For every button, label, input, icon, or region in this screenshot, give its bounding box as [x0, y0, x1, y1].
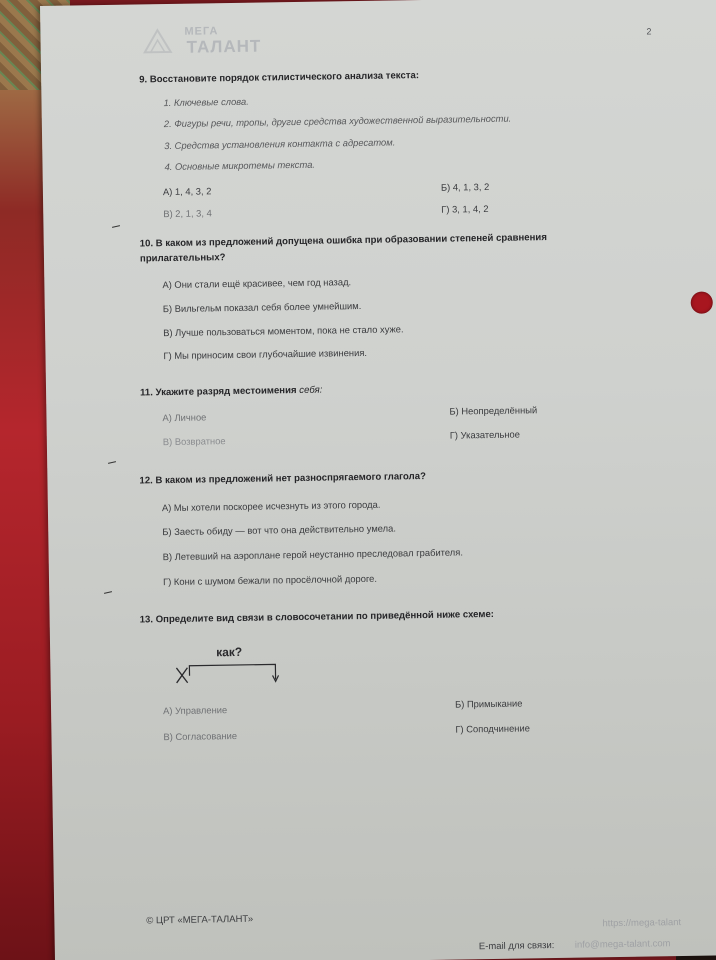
question-13-option-d[interactable]: Г) Соподчинение — [455, 722, 530, 735]
question-12-option-c[interactable]: В) Летевший на аэроплане герой неустанно преследовал грабителя. — [162, 546, 463, 563]
question-9-step-2: 2. Фигуры речи, тропы, другие средства художественной выразительности. — [163, 112, 512, 130]
question-11-option-c[interactable]: В) Возвратное — [162, 435, 226, 448]
question-13-option-c[interactable]: В) Согласование — [163, 729, 238, 743]
question-11-option-a[interactable]: А) Личное — [162, 411, 207, 424]
worksheet-page — [40, 0, 716, 960]
scheme-question-label: как? — [216, 644, 243, 660]
question-9-step-3: 3. Средства установления контакта с адресатом. — [164, 136, 396, 152]
logo-line2: ТАЛАНТ — [186, 36, 262, 57]
punch-hole — [691, 291, 713, 313]
footer-email-label: E-mail для связи: — [478, 940, 555, 953]
question-13-title: 13. Определите вид связи в словосочетании по приведённой ниже схеме: — [139, 608, 495, 626]
question-9-step-4: 4. Основные микротемы текста. — [164, 158, 316, 173]
footer-site-link[interactable]: https://mega-talant — [602, 917, 682, 930]
question-10-title-line1: 10. В каком из предложений допущена ошибка при образовании степеней сравнения — [139, 232, 547, 250]
question-9-option-a[interactable]: А) 1, 4, 3, 2 — [162, 185, 212, 198]
question-11-option-b[interactable]: Б) Неопределённый — [449, 404, 538, 417]
logo-line1: МЕГА — [184, 25, 219, 38]
question-10-option-c[interactable]: В) Лучше пользоваться моментом, пока не стало хуже. — [163, 323, 404, 339]
logo — [144, 25, 261, 59]
question-11-title — [140, 383, 323, 401]
question-12-option-d[interactable]: Г) Кони с шумом бежали по просёлочной дороге. — [162, 572, 378, 588]
question-12-title: 12. В каком из предложений нет разноспрягаемого глагола? — [139, 470, 426, 487]
question-13-option-a[interactable]: А) Управление — [162, 704, 228, 717]
question-13-option-b[interactable]: Б) Примыкание — [454, 697, 523, 710]
question-11-title-text: 11. Укажите разряд местоимения — [140, 385, 297, 399]
page-number: 2 — [646, 26, 652, 37]
question-9-title: 9. Восстановите порядок стилистического анализа текста: — [139, 70, 420, 86]
footer-copyright: © ЦРТ «МЕГА-ТАЛАНТ» — [146, 913, 254, 927]
question-9-option-c[interactable]: В) 2, 1, 3, 4 — [163, 207, 212, 220]
question-9-option-b[interactable]: Б) 4, 1, 3, 2 — [440, 180, 490, 193]
connection-scheme-diagram — [168, 630, 299, 688]
question-11-title-word: себя: — [299, 384, 323, 396]
question-9-option-d[interactable]: Г) 3, 1, 4, 2 — [441, 202, 489, 215]
question-10-option-b[interactable]: Б) Вильгельм показал себя более умнейшим. — [162, 299, 362, 315]
question-10-option-d[interactable]: Г) Мы приносим свои глубочайшие извинения. — [163, 346, 368, 362]
question-11-option-d[interactable]: Г) Указательное — [449, 428, 520, 441]
question-10-option-a[interactable]: А) Они стали ещё красивее, чем год назад. — [162, 276, 352, 291]
footer-email-value[interactable]: info@mega-talant.com — [574, 938, 671, 951]
question-10-title-line2: прилагательных? — [139, 252, 226, 265]
question-12-option-a[interactable]: А) Мы хотели поскорее исчезнуть из этого города. — [161, 498, 381, 514]
question-12-option-b[interactable]: Б) Заесть обиду — вот что она действительно умела. — [162, 522, 397, 538]
question-9-step-1: 1. Ключевые слова. — [163, 95, 249, 109]
